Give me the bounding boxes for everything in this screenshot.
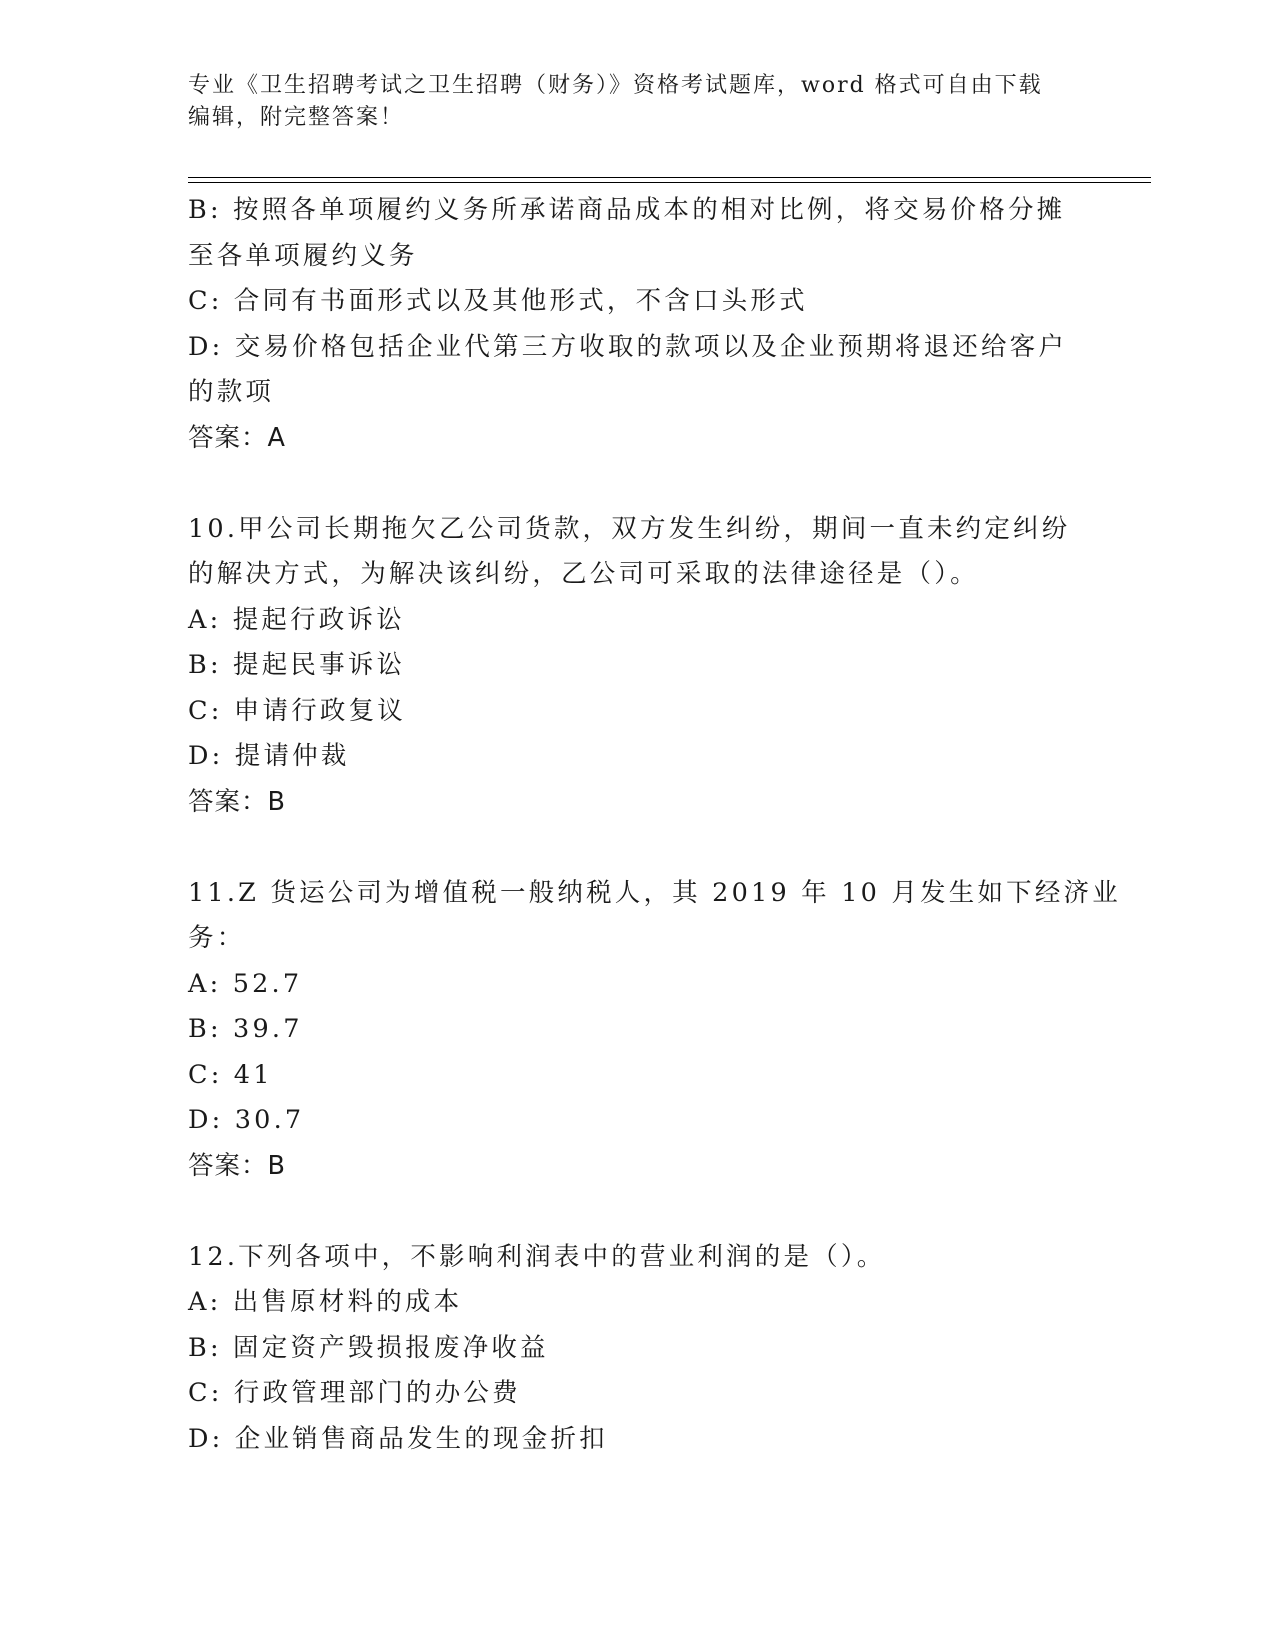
option-d: D: 交易价格包括企业代第三方收取的款项以及企业预期将退还给客户 xyxy=(188,331,1068,362)
answer: 答案：B xyxy=(188,1150,286,1181)
option-b: B: 按照各单项履约义务所承诺商品成本的相对比例，将交易价格分摊 xyxy=(188,195,1066,225)
option-d: D: 提请仲裁 xyxy=(188,741,350,771)
header-divider-top xyxy=(188,177,1151,178)
question-stem: 10.甲公司长期拖欠乙公司货款，双方发生纠纷，期间一直未约定纠纷 xyxy=(188,513,1071,544)
question-10 xyxy=(188,507,1088,826)
option-c: C: 41 xyxy=(188,1059,273,1090)
option-c: C: 申请行政复议 xyxy=(188,695,407,726)
option-d: D: 企业销售商品发生的现金折扣 xyxy=(188,1423,608,1454)
option-d: D: 30.7 xyxy=(188,1105,305,1135)
option-c: C: 行政管理部门的办公费 xyxy=(188,1378,521,1408)
header-title-line-1: 专业《卫生招聘考试之卫生招聘（财务）》资格考试题库，word 格式可自由下载 xyxy=(188,73,1043,98)
header-title-line-2: 编辑，附完整答案！ xyxy=(188,105,405,130)
option-a: A: 52.7 xyxy=(188,968,303,999)
header-divider-bottom xyxy=(188,182,1151,183)
question-stem-continued: 的解决方式，为解决该纠纷，乙公司可采取的法律途径是（）。 xyxy=(188,559,979,589)
option-c: C: 合同有书面形式以及其他形式，不含口头形式 xyxy=(188,286,808,316)
question-9 xyxy=(188,188,1088,461)
question-stem: 11.Z 货运公司为增值税一般纳税人，其 2019 年 10 月发生如下经济业 xyxy=(188,877,1121,908)
option-d-continued: 的款项 xyxy=(188,377,275,407)
question-12 xyxy=(188,1235,1088,1463)
spacer xyxy=(188,825,1088,871)
question-stem-continued: 务： xyxy=(188,923,246,953)
answer: 答案：A xyxy=(188,422,286,453)
option-b: B: 提起民事诉讼 xyxy=(188,650,406,680)
option-b: B: 39.7 xyxy=(188,1014,303,1044)
answer: 答案：B xyxy=(188,786,286,817)
page-header xyxy=(188,70,1068,134)
option-b-continued: 至各单项履约义务 xyxy=(188,240,418,271)
option-a: A: 提起行政诉讼 xyxy=(188,604,405,635)
option-a: A: 出售原材料的成本 xyxy=(188,1287,463,1317)
question-11 xyxy=(188,871,1121,1190)
question-list xyxy=(188,188,1121,1462)
option-b: B: 固定资产毁损报废净收益 xyxy=(188,1332,549,1363)
question-stem: 12.下列各项中，不影响利润表中的营业利润的是（）。 xyxy=(188,1241,886,1272)
spacer xyxy=(188,1189,1088,1235)
spacer xyxy=(188,461,1088,507)
